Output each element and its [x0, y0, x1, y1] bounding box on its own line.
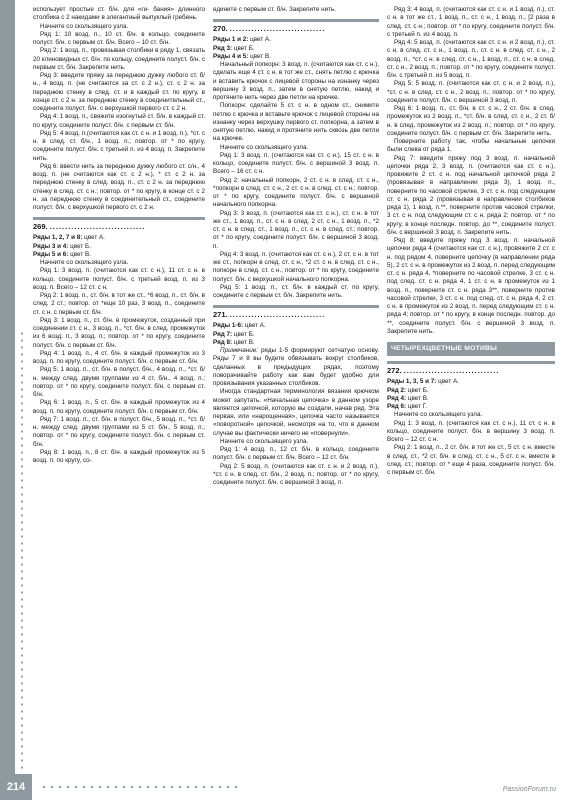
note-paragraph: Примечание: ряды 1-5 формируют сетчатую основу. Ряды 7 и 8 вы будете обвязывать вокруг столбиков, сделанных в предыдущих рядах, поэтому поворачивайте работу как вам будет удобно для провязывания указанных столбиков.: [213, 347, 379, 387]
paragraph: Ряд 4: 5 возд. п. (считаются как ст. с н. и 2 возд. п.), ст. с н. в след. ст. с н., 1 возд. п., ст. с н. в след. ст. с н., 2 возд. п., *ст. с н. в след. ст. с н., 1 возд. п., ст. с н. в след. ст. с н., 2 возд. п.; повтор. от * по кругу, соедините полуст. б/н. с третьей п. из 5 возд. п.: [387, 39, 555, 79]
pattern-number: 271.: [213, 310, 228, 320]
pattern-header-271: [213, 305, 379, 320]
page-footer: [0, 774, 566, 800]
color-line: Ряды 1 и 2: цвет А.: [213, 36, 271, 44]
pattern-header-270: [213, 19, 379, 34]
paragraph: Ряд 4: 1 возд. п., свяжите изогнутый ст. б/н. в каждый ст. по кругу, соедините полуст. б/н. с первым ст. б/н.: [33, 113, 205, 129]
page-number: 214: [0, 774, 32, 800]
color-line: Ряд 6: цвет Г.: [387, 403, 428, 410]
paragraph: Ряд 4: 1 возд. п., 4 ст. б/н. в каждый промежуток из 3 возд. п. по кругу, соедините полуст. б/н. с первым ст. б/н.: [33, 349, 205, 365]
paragraph: Начните со скользящего узла.: [40, 22, 129, 30]
color-line: Ряды 5 и 6: цвет В.: [33, 250, 91, 258]
paragraph: Ряд 1: 3 возд. п. (считаются как ст. с н.), 11 ст. с н. в кольцо, соедините полуст. б/н. с третьей возд. п. из 3 возд. п. Всего – 12 ст. с н.: [33, 267, 205, 291]
paragraph: Ряд 4: 3 возд. п. (считаются как ст. с н.), 2 ст. с н. в тот же ст., попкорн в след. ст. с н., *2 ст. с н. в след. ст. с н., попкорн в след. ст. с н.; повтор. от * по кругу, соедините полуст. б/н. с верхушкой начального попкорна.: [213, 250, 379, 283]
paragraph: Ряд 6: 1 возд. п., ст. б/н. в ст. с н., 2 ст. б/н. в след. промежуток из 2 возд. п., *ст. б/н. в след. ст. с н., 2 ст. б/н. в след. промежуток из 2 возд. п.; повтор. от * по кругу, соедините полуст. б/н. с первым ст. б/н. Закрепите нить.: [387, 105, 555, 137]
pattern-number: 269.: [33, 222, 48, 232]
paragraph: Ряд 5: 1 возд. п., ст. б/н. в полуст. б/н., 4 возд. п., *ст. б/н. между след. двумя группами из 4 ст. б/н., 4 возд. п.; повтор. от * по кругу, соедините полуст. б/н. с первым ст. б/н.: [33, 366, 205, 398]
sidebar-dot-pattern: [18, 330, 26, 770]
paragraph: Начните со скользящего узла.: [220, 143, 309, 151]
paragraph: Ряд 7: введите пряжу под 3 возд. п. начальной цепочки ряда 2, 3 возд. п. (считаются как ст. с н.), провяжите 2 ст. с н. под начальной цепочкой ряда 2 (провязывая в направлении ряда 3), 1 возд. п., поверните по часовой стрелке, 3 ст. с н. под следующим ст. с н. ряда 2 (провязывая в направлении столбиков ряда 1), 1 возд. п.**, поверните против часовой стрелки, 3 ст. с н. под следующим ст. с н. ряда 2; повтор. от * по кругу, в конце последн. повтор. до **, соедините полуст. б/н. с вершиной 3 возд. п. Закрепите нить.: [387, 154, 555, 236]
paragraph: Ряд 7: 1 возд. п., ст. б/н. в полуст. б/н., 5 возд. п., *ст. б/н. между след. двумя группами из 5 ст. б/н., 5 возд. п.; повтор. от * по кругу, соедините полуст. б/н. с первым ст. б/н.: [33, 415, 205, 448]
section-banner: ЧЕТЫРЕХЦВЕТНЫЕ МОТИВЫ: [387, 342, 555, 356]
pattern-header-272: [387, 361, 555, 376]
paragraph: Ряд 6: 1 возд. п., 5 ст. б/н. в каждый промежуток из 4 возд. п. по кругу, соедините полуст. б/н. с первым ст. б/н.: [33, 399, 205, 415]
pattern-number: 270.: [213, 24, 228, 34]
pattern-header-269: [33, 217, 205, 232]
paragraph: Ряд 8: 1 возд. п., 8 ст. б/н. в каждый промежуток из 5 возд. п. по кругу, со-: [33, 448, 205, 464]
color-line: Ряды 1, 3, 5 и 7: цвет А.: [387, 378, 459, 386]
paragraph: Ряд 3: 1 возд. п., ст. б/н. в промежуток, созданный при соединении ст. с н., 3 возд. п., *ст. б/н. в след. промежуток из 6 возд. п., 3 возд. п.; повтор. от * по кругу, соедините полуст. б/н. с первым ст. б/н.: [33, 316, 205, 349]
paragraph: Начальный попкорн: 3 возд. п. (считаются как ст. с н.), сделать еще 4 ст. с н. в тот же ст., снять петлю с крючка и вставить крючок с лицевой стороны на изнанку через вершину 3 возд. п., затем в снятую петлю, накид и протяните нить через две петли на крючке.: [213, 61, 379, 101]
paragraph: Ряд 1: 4 возд. п., 12 ст. б/н. в кольцо, соедините полуст. б/н. с первым ст. б/н. Всего – 12 ст. б/н.: [213, 446, 379, 462]
paragraph: Ряд 2: 5 возд. п. (считаются как ст. с н. и 2 возд. п.), *ст. с н. в след. ст. б/н., 2 возд. п.; повтор. от * по кругу, соедините полуст. б/н. с вершиной 3 возд. п.: [213, 462, 379, 486]
paragraph: Начните со скользящего узла.: [394, 411, 483, 419]
pattern-dots: ...............................: [403, 366, 500, 376]
color-line: Ряды 3 и 4: цвет Б.: [33, 242, 91, 250]
paragraph: Ряд 5: 4 возд. п.(считаются как ст. с н. и 1 возд. п.), *ст. с н. в след. ст. б/н., 1 возд. п.; повтор. от * по кругу, соедините полуст. б/н. с третьей п. из 4 возд. п. Закрепите нить.: [33, 129, 205, 162]
pattern-dots: ...............................: [229, 24, 326, 34]
paragraph: Ряд 5: 1 возд. п., ст. б/н. в каждый ст. по кругу, соедините с первым ст. б/н. Закрепите нить.: [213, 283, 379, 299]
paragraph: едините с первым ст. б/н. Закрепите нить.: [213, 6, 337, 13]
color-line: Ряд 2: цвет Б.: [387, 386, 429, 394]
paragraph: Ряд 8: введите пряжу под 3 возд. п. начальной цепочки ряда 4 (считаются как ст. с н.), провяжите 2 ст. с н. под рядом 4, поверните цепочку (в направлении ряда 5), 2 ст. с н. в промежуток из 2 возд. п. перед следующим ст. с н. ряда 4, *поверните по часовой стрелке, 3 ст. с н. под след. ст. с н. ряда 4, 1 ст. с н. в промежуток из 1 возд. п., поверните ст. с н. ряда 3**, поверните против часовой стрелки, 3 ст. с н. под след. ст. с н. ряда 4, 2 ст. с н. в промежуток из 2 возд. п. перед следующим ст. с н. ряда 4; повтор. от * по кругу, в конце последн. повтор. до **, соедините полуст. б/н. с вершиной 3 возд. п. Закрепите нить.: [387, 237, 555, 335]
column-2: [213, 6, 379, 487]
paragraph: Ряд 2: 1 возд. п., ст. б/н. в тот же ст., *6 возд. п., ст. б/н. в след. 2 ст.; повтор. от *еще 10 раз, 3 возд. п., соедините ст. с н. с первым ст. б/н.: [33, 292, 205, 316]
color-line: Ряд 8: цвет В.: [213, 338, 255, 346]
pattern-dots: ...............................: [49, 222, 146, 232]
paragraph: Начните со скользящего узла.: [40, 259, 129, 266]
paragraph: Ряд 3: введите пряжу за переднюю дужку любого ст. б/н., 4 возд. п. (не считаются за ст. с 2 н.), ст. с 2 н. за переднюю стенку в след. ст. и в каждый ст. по кругу, в конце ст. с 2 н. за переднюю стенку в соединительный ст., соедините полуст. б/н. с верхушкой первого ст. с 2 н.: [33, 72, 205, 112]
column-3: [387, 6, 555, 477]
color-line: Ряды 4 и 5: цвет В.: [213, 52, 271, 60]
paragraph: Ряд 2: 1 возд. п., 2 ст. б/н. в тот же ст., 5 ст. с н. вместе в след. ст., *2 ст. б/н. в след. ст. с н., 5 ст. с н. вместе в след. ст.; повтор. от * еще 4 раза, соедините полуст. б/н. с первым ст. б/н.: [387, 444, 555, 476]
column-1: [33, 6, 205, 465]
paragraph: Ряд 1: 3 возд. п. (считаются как ст. с н.), 11 ст. с н. в кольцо, соедините полуст. б/н. в вершину 3 возд. п. Всего – 12 ст. с н.: [387, 419, 555, 443]
color-line: Ряд 4: цвет В.: [387, 394, 429, 402]
color-line: Ряд 7: цвет Б.: [213, 330, 255, 338]
left-sidebar-bar: [0, 0, 15, 800]
paragraph: Ряд 5: 5 возд. п. (считаются как ст. с н. и 2 возд. п.), *ст. с н. в след. ст. с н., 2 возд. п.; повтор. от * по кругу, соедините полуст. б/н. с вершиной 3 возд. п.: [387, 80, 555, 104]
paragraph: Ряд 1: 3 возд. п. (считаются как ст. с н.), 15 ст. с н. в кольцо, соедините полуст. б/н. с вершиной 3 возд. п. Всего – 16 ст. с н.: [213, 151, 379, 176]
paragraph: Иногда стандартная терминология вязания крючком может запутать. «Начальная цепочка» в данном узоре является цепочкой, которую вы создали, начав ряд. Эта первая, или «нарощенная», цепочка часто называется «поворотной» цепочкой, несмотря на то, что в данном случае вы фактически ничего не «повернули».: [213, 388, 379, 437]
paragraph: использует простые ст. б/н. для «ги- бания» длинного столбика с 2 накидами в элегантный выпуклый гребень.: [33, 6, 205, 22]
paragraph: Ряд 1: 10 возд. п., 10 ст. б/н. в кольцо, соедините полуст. б/н. с первым ст. б/н. Всего – 10 ст. б/н.: [33, 30, 205, 46]
color-line: Ряды 1-6: цвет А.: [213, 322, 266, 330]
footer-dot-pattern: [40, 785, 240, 789]
paragraph: Ряд 3: 4 возд. п. (считаются как ст. с н. и 1 возд. п.), ст. с н. в тот же ст., 1 возд. п., ст. с н., 1 возд. п., [2 раза в след. ст. с н.; повтор. от * по кругу, соедините полуст. б/н. с третьей п. из 4 возд. п.: [387, 6, 555, 38]
pattern-dots: ...............................: [229, 310, 326, 320]
paragraph: Попкорн: сделайте 5 ст. с н. в одном ст., снимите петлю с крючка и вставьте крючок с лицевой стороны на изнанку через верхушку первого ст. попкорна, а затем в снятую петлю, накид и протяните нить сквозь две петли на крючке.: [213, 102, 379, 143]
paragraph: Начните со скользящего узла.: [220, 437, 309, 445]
watermark: PassionForum.ru: [502, 786, 556, 793]
paragraph: Ряд 2: начальный попкорн, 2 ст. с н. в след. ст. с н., *попкорн в след. ст. с н., 2 ст. с н. в след. ст. с н.; повтор. от * по кругу, соедините полуст. б/н. с вершиной начального попкорна.: [213, 176, 379, 209]
pattern-number: 272.: [387, 366, 402, 376]
paragraph: Поверните работу так, чтобы начальные цепочки были слева от ряда 1.: [387, 138, 555, 154]
paragraph: Ряд 2: 1 возд. п., провязывая столбики в ряду 1, связать 20 клиновидных ст. б/н. по кольцу, соедините полуст. б/н. с первым ст. б/н. Закрепите нить.: [33, 47, 205, 71]
color-line: Ряд 3: цвет Б.: [213, 44, 255, 52]
color-line: Ряды 1, 2, 7 и 8: цвет А.: [33, 234, 105, 242]
paragraph: Ряд 6: ввести нить за переднюю дужку любого ст. с/н., 4 возд. п. (не считаются как ст. с 2 н.), * ст. с 2 н. за переднюю стенку в след. возд. п., ст. с 2 н. за переднюю стенку в след. ст. с н.; повтор. от * по кругу, в конце ст. с 2 н. за переднюю стенку в соединительный ст., соедините полуст. б/н. с верхушкой первого ст. с 2 н.: [33, 162, 205, 211]
paragraph: Ряд 3: 3 возд. п. (считаются как ст. с н.), ст. с н. в тот же ст., 1 возд. п., ст. с н. в след. 2 ст. с н., 1 возд. п., *2 ст. с н. в след. ст., 1 возд. п., ст. с н. в след. ст.; повтор. от * по кругу, соедините полуст. б/н. с вершиной 3 возд. п.: [213, 209, 379, 250]
